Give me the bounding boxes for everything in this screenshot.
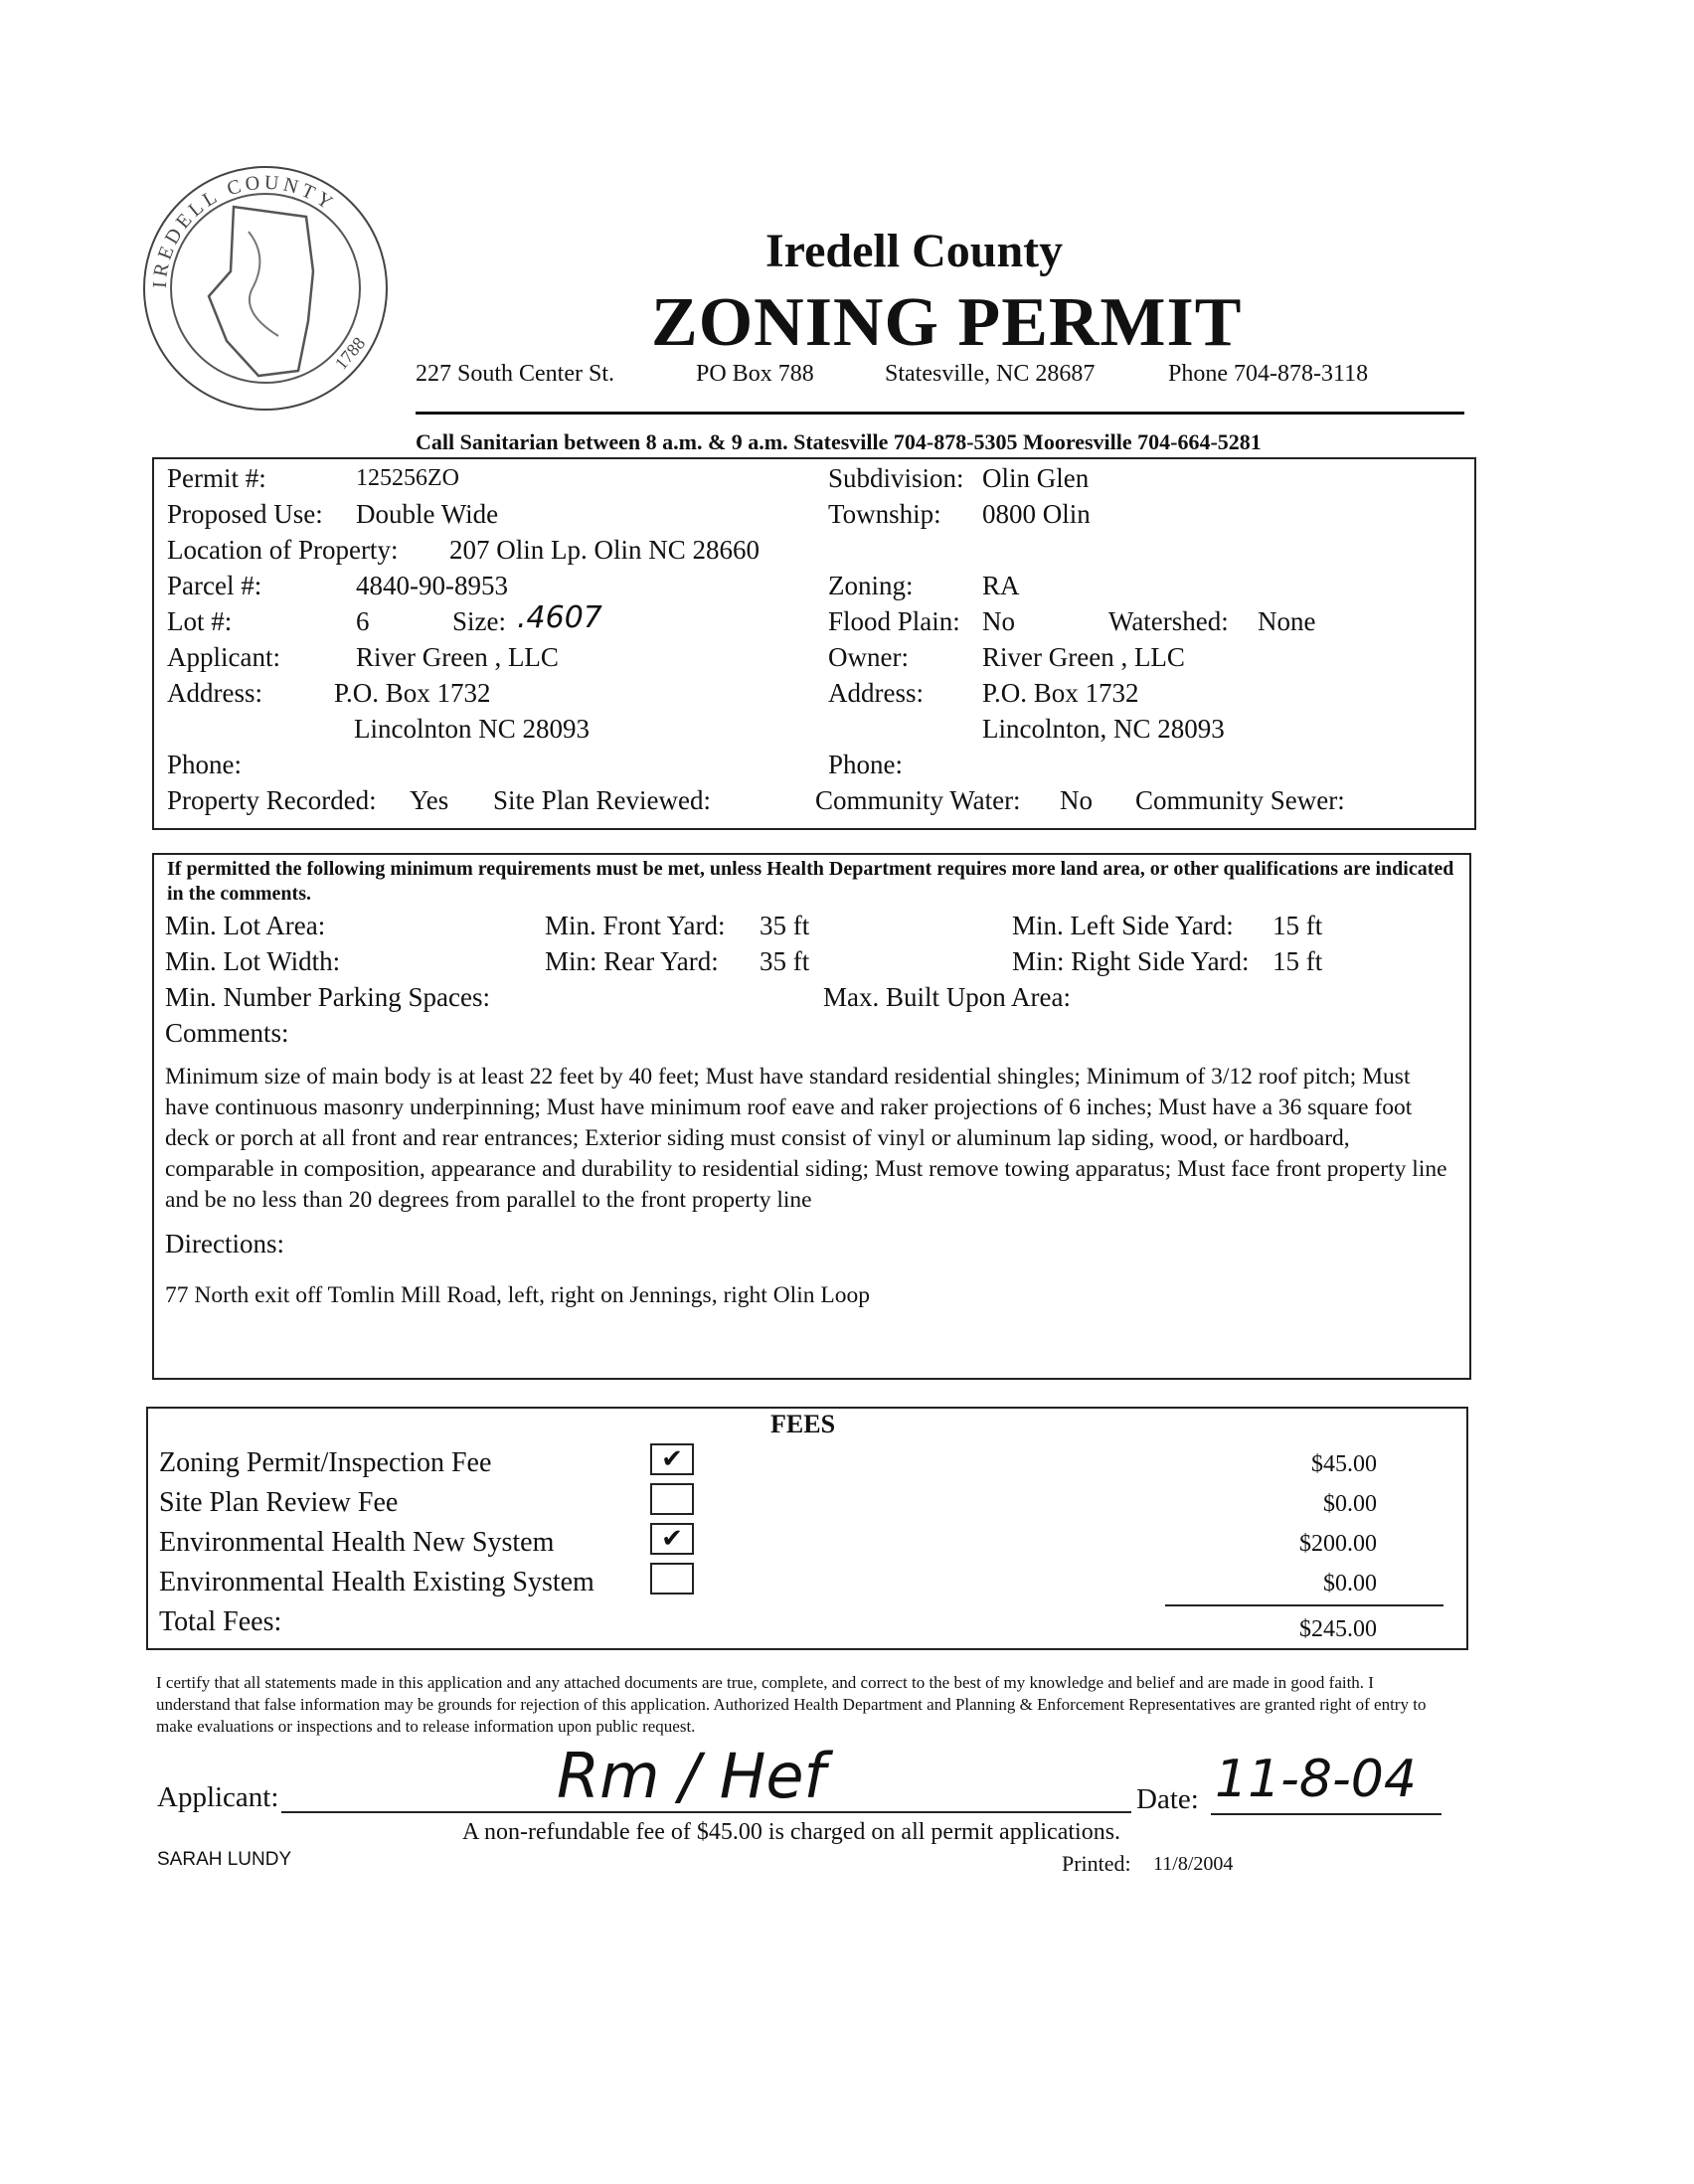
min-left-side-label: Min. Left Side Yard:	[1012, 911, 1234, 940]
fee-env-new-label: Environmental Health New System	[159, 1527, 555, 1558]
flood-plain-label: Flood Plain:	[828, 606, 960, 636]
proposed-use-label: Proposed Use:	[167, 499, 323, 529]
fee-site-plan-amount: $0.00	[1323, 1491, 1377, 1517]
total-fees-amount: $245.00	[1299, 1616, 1377, 1642]
township-label: Township:	[828, 499, 941, 529]
subdivision-value: Olin Glen	[982, 463, 1090, 493]
seal-text: IREDELL COUNTY	[148, 171, 340, 289]
proposed-use-value: Double Wide	[356, 499, 499, 529]
min-front-yard-label: Min. Front Yard:	[545, 911, 726, 940]
fee-env-new-checkbox[interactable]: ✔	[650, 1523, 694, 1555]
watershed-value: None	[1258, 606, 1316, 636]
flood-plain-value: No	[982, 606, 1015, 636]
county-seal-icon	[139, 162, 393, 416]
comments-label: Comments:	[165, 1018, 289, 1048]
seal-year: 1788	[330, 333, 370, 374]
svg-text:IREDELL COUNTY	[149, 172, 340, 289]
zoning-label: Zoning:	[828, 571, 914, 600]
applicant-value: River Green , LLC	[356, 642, 559, 672]
permit-number-label: Permit #:	[167, 463, 266, 493]
applicant-address-line2: Lincolnton NC 28093	[354, 714, 590, 744]
applicant-phone-label: Phone:	[167, 750, 243, 779]
min-right-side-label: Min: Right Side Yard:	[1012, 946, 1250, 976]
printed-date: 11/8/2004	[1153, 1853, 1234, 1875]
owner-address-line1: P.O. Box 1732	[982, 678, 1139, 708]
certification-text: I certify that all statements made in this application and any attached documents are true, complete, and correct to the best of my knowledge and belief and are made in good faith. I understand that false information may be grounds for rejection of this application. Authorized Health Department and Planning & Enforcement Representatives are granted right of entry to make evaluations or inspections and to release information upon public request.	[156, 1673, 1427, 1736]
county-name: Iredell County	[765, 225, 1064, 277]
page-title: ZONING PERMIT	[651, 284, 1243, 361]
township-value: 0800 Olin	[982, 499, 1091, 529]
min-rear-yard-value: 35 ft	[760, 946, 810, 976]
max-built-upon-label: Max. Built Upon Area:	[823, 982, 1071, 1012]
applicant-signature: Rm / Hef	[557, 1740, 826, 1812]
sanitarian-notice: Call Sanitarian between 8 a.m. & 9 a.m. Statesville 704-878-5305 Mooresville 704-664-5281	[416, 429, 1262, 454]
date-line	[1211, 1813, 1441, 1815]
fee-env-new-amount: $200.00	[1299, 1531, 1377, 1557]
owner-address-line2: Lincolnton, NC 28093	[982, 714, 1225, 744]
min-right-side-value: 15 ft	[1272, 946, 1323, 976]
fee-zoning-permit-label: Zoning Permit/Inspection Fee	[159, 1447, 492, 1478]
permit-info-box	[152, 457, 1476, 830]
min-front-yard-value: 35 ft	[760, 911, 810, 940]
fees-heading: FEES	[770, 1410, 836, 1438]
date-value: 11-8-04	[1215, 1750, 1417, 1809]
directions-label: Directions:	[165, 1229, 284, 1259]
directions-text: 77 North exit off Tomlin Mill Road, left, right on Jennings, right Olin Loop	[165, 1282, 870, 1308]
lot-value: 6	[356, 606, 370, 636]
fee-site-plan-label: Site Plan Review Fee	[159, 1487, 399, 1518]
community-water-value: No	[1060, 785, 1093, 815]
owner-address-label: Address:	[828, 678, 924, 708]
header-divider	[416, 412, 1464, 415]
applicant-address-label: Address:	[167, 678, 262, 708]
comments-text: Minimum size of main body is at least 22 feet by 40 feet; Must have standard residential shingles; Minimum of 3/12 roof pitch; Must have continuous masonry underpinning; Must have minimum roof eave and raker projections of 6 inches; Must have a 36 square foot deck or porch at all front and rear entrances; Exterior siding must consist of vinyl or aluminum lap siding, wood, or hardboard, comparable in composition, appearance and durability to residential siding; Must remove towing apparatus; Must face front property line and be no less than 20 degrees from parallel to the front property line	[165, 1064, 1447, 1213]
fee-env-existing-amount: $0.00	[1323, 1571, 1377, 1596]
size-value: .4607	[517, 600, 602, 635]
min-lot-width-label: Min. Lot Width:	[165, 946, 341, 976]
applicant-signature-label: Applicant:	[157, 1781, 279, 1813]
fee-env-existing-label: Environmental Health Existing System	[159, 1567, 594, 1597]
fee-zoning-permit-checkbox[interactable]: ✔	[650, 1443, 694, 1475]
requirements-intro: If permitted the following minimum requirements must be met, unless Health Department requires more land area, or other qualifications are indicated in the comments.	[167, 858, 1454, 905]
lot-label: Lot #:	[167, 606, 233, 636]
fee-zoning-permit-amount: $45.00	[1311, 1451, 1377, 1477]
site-plan-reviewed-label: Site Plan Reviewed:	[493, 785, 711, 815]
owner-phone-label: Phone:	[828, 750, 904, 779]
fees-subtotal-rule	[1165, 1604, 1443, 1606]
owner-value: River Green , LLC	[982, 642, 1185, 672]
location-value: 207 Olin Lp. Olin NC 28660	[449, 535, 761, 565]
zoning-value: RA	[982, 571, 1020, 600]
min-rear-yard-label: Min: Rear Yard:	[545, 946, 719, 976]
address-street: 227 South Center St.	[416, 361, 615, 387]
owner-label: Owner:	[828, 642, 909, 672]
clerk-name: SARAH LUNDY	[157, 1849, 292, 1870]
subdivision-label: Subdivision:	[828, 463, 964, 493]
watershed-label: Watershed:	[1108, 606, 1229, 636]
date-label: Date:	[1136, 1783, 1199, 1815]
office-phone: Phone 704-878-3118	[1168, 361, 1369, 387]
total-fees-label: Total Fees:	[159, 1606, 282, 1637]
applicant-address-line1: P.O. Box 1732	[334, 678, 491, 708]
parcel-value: 4840-90-8953	[356, 571, 508, 600]
size-label: Size:	[452, 606, 506, 636]
location-label: Location of Property:	[167, 535, 399, 565]
permit-number-value: 125256ZO	[356, 465, 459, 491]
min-lot-area-label: Min. Lot Area:	[165, 911, 326, 940]
printed-label: Printed:	[1062, 1851, 1131, 1876]
fee-env-existing-checkbox[interactable]	[650, 1563, 694, 1595]
fee-site-plan-checkbox[interactable]	[650, 1483, 694, 1515]
min-parking-label: Min. Number Parking Spaces:	[165, 982, 490, 1012]
address-city: Statesville, NC 28687	[885, 361, 1096, 387]
community-water-label: Community Water:	[815, 785, 1021, 815]
nonrefundable-notice: A non-refundable fee of $45.00 is charged on all permit applications.	[462, 1819, 1121, 1845]
address-pobox: PO Box 788	[696, 361, 814, 387]
property-recorded-label: Property Recorded:	[167, 785, 377, 815]
min-left-side-value: 15 ft	[1272, 911, 1323, 940]
community-sewer-label: Community Sewer:	[1135, 785, 1345, 815]
parcel-label: Parcel #:	[167, 571, 262, 600]
property-recorded-value: Yes	[410, 785, 449, 815]
applicant-label: Applicant:	[167, 642, 280, 672]
